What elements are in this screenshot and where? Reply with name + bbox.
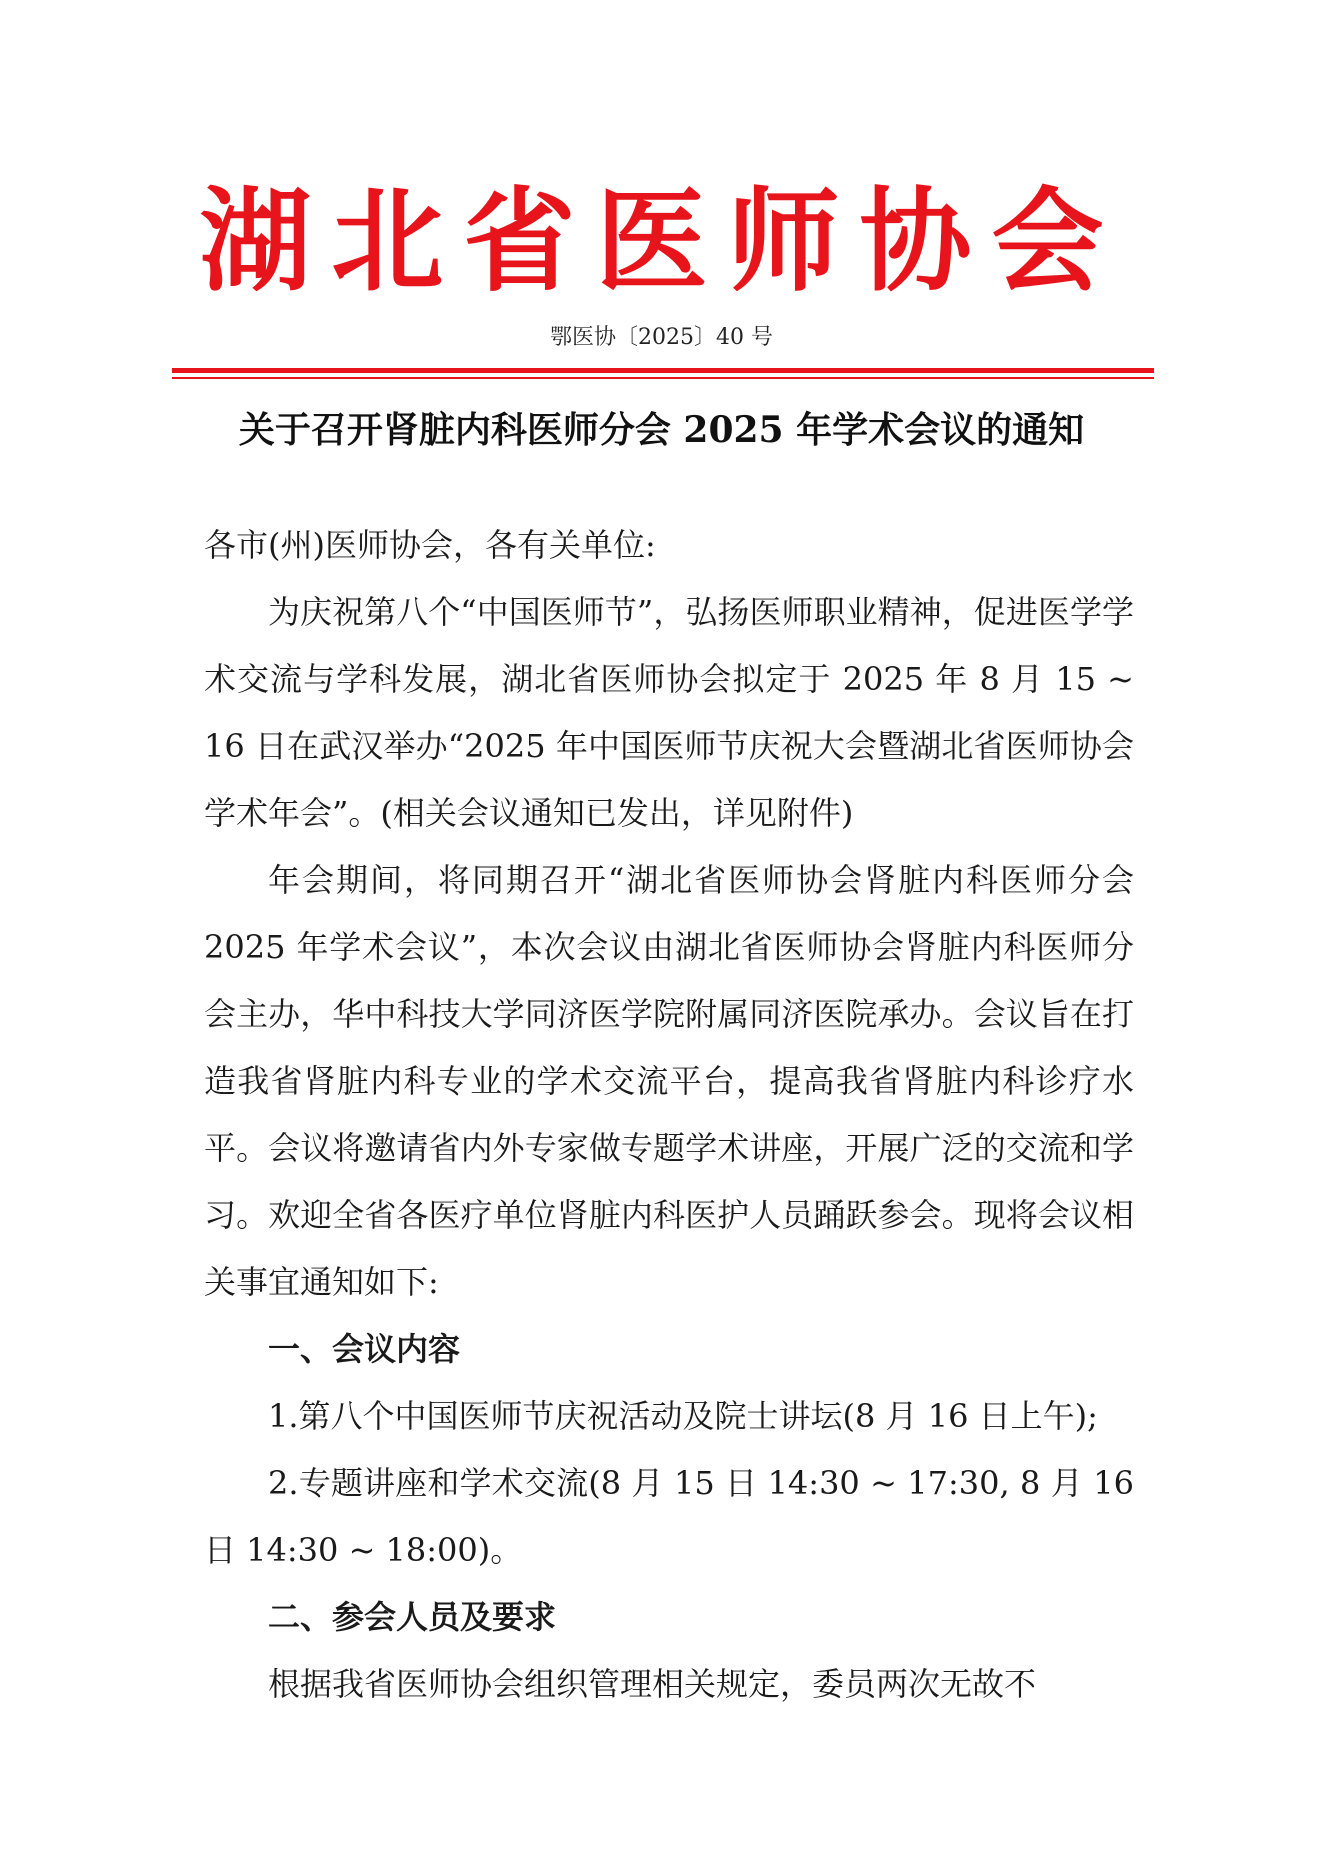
letterhead-red-rule-thin <box>172 377 1154 379</box>
paragraph-meeting-details: 年会期间，将同期召开“湖北省医师协会肾脏内科医师分会 2025 年学术会议”，本次会议由湖北省医师协会肾脏内科医师分会主办，华中科技大学同济医学院附属同济医院承办。会议旨在打造我省肾脏内科专业的学术交流平台，提高我省肾脏内科诊疗水平。会议将邀请省内外专家做专题学术讲座，开展广泛的交流和学习。欢迎全省各医疗单位肾脏内科医护人员踊跃参会。现将会议相关事宜通知如下: <box>204 861 1134 1301</box>
meeting-content-item-2: 2.专题讲座和学术交流(8 月 15 日 14:30 ~ 17:30, 8 月 16 日 14:30 ~ 18:00)。 <box>204 1464 1134 1569</box>
section-heading-attendees: 二、参会人员及要求 <box>268 1598 557 1636</box>
section-heading-meeting-content: 一、会议内容 <box>268 1330 461 1368</box>
letterhead-red-rule-thick <box>172 368 1154 373</box>
attendees-paragraph: 根据我省医师协会组织管理相关规定，委员两次无故不 <box>268 1665 1037 1703</box>
paragraph-intro: 为庆祝第八个“中国医师节”，弘扬医师职业精神，促进医学学术交流与学科发展，湖北省医师协会拟定于 2025 年 8 月 15 ~ 16 日在武汉举办“2025 年中国医师节庆祝大会暨湖北省医师协会学术年会”。(相关会议通知已发出，详见附件) <box>204 593 1134 832</box>
notice-title: 关于召开肾脏内科医师分会 2025 年学术会议的通知 <box>238 409 1085 451</box>
meeting-content-item-1: 1.第八个中国医师节庆祝活动及院士讲坛(8 月 16 日上午); <box>268 1397 1098 1435</box>
document-number: 鄂医协〔2025〕40 号 <box>550 325 773 350</box>
letterhead-organization-name: 湖北省医师协会 <box>199 177 1124 307</box>
notice-body <box>204 512 1134 1718</box>
salutation: 各市(州)医师协会，各有关单位: <box>204 526 656 564</box>
